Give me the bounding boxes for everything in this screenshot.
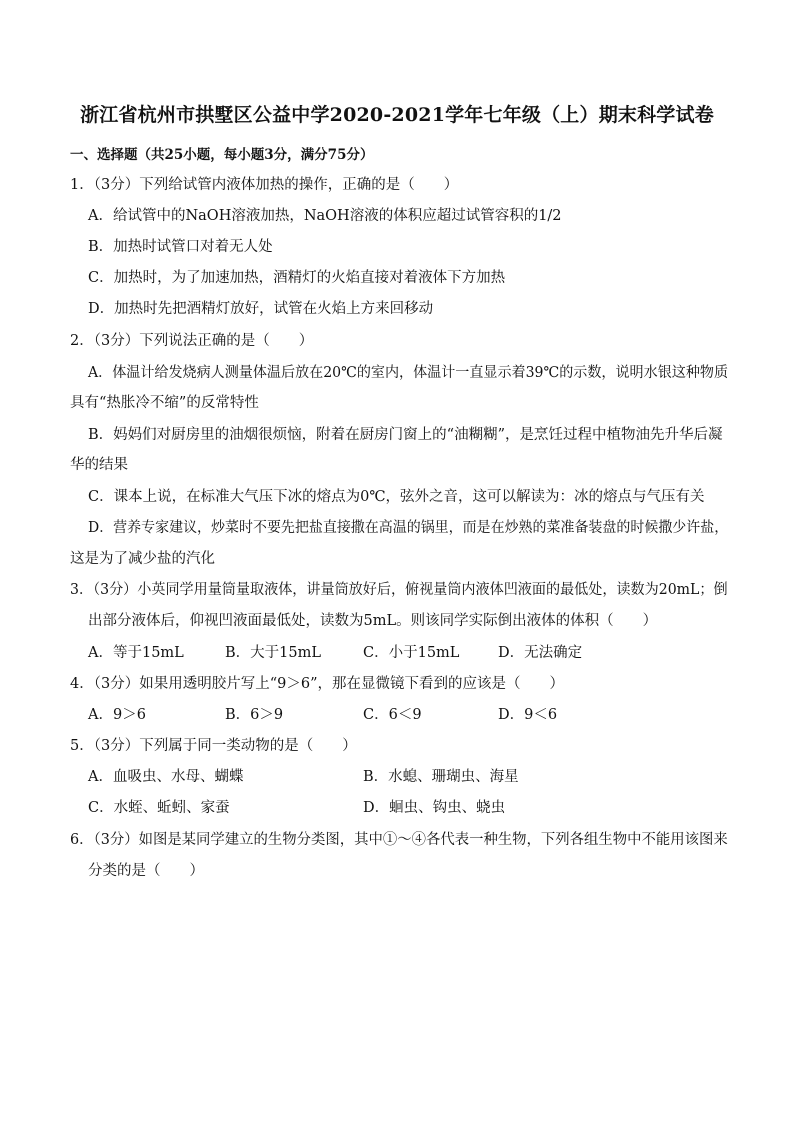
question-2-option-d: D．营养专家建议，炒菜时不要先把盐直接撒在高温的锅里，而是在炒熟的菜准备装盘的时候撒少许盐， — [88, 520, 729, 536]
question-5-stem: 5．（3分）下列属于同一类动物的是（ ） — [70, 738, 357, 754]
question-2-option-a-cont: 具有“热胀冷不缩”的反常特性 — [70, 395, 259, 411]
question-2-stem: 2．（3分）下列说法正确的是（ ） — [70, 333, 314, 349]
question-4-option-a: A．9＞6 — [88, 707, 146, 723]
question-3-option-b: B．大于15mL — [225, 645, 321, 661]
question-2-option-d-cont: 这是为了减少盐的汽化 — [70, 551, 215, 567]
question-1-option-a: A．给试管中的NaOH溶液加热，NaOH溶液的体积应超过试管容积的1/2 — [88, 208, 562, 224]
question-5-option-c: C．水蛭、蚯蚓、家蚕 — [88, 800, 230, 816]
question-1-stem: 1．（3分）下列给试管内液体加热的操作，正确的是（ ） — [70, 177, 459, 193]
question-3-stem-cont: 出部分液体后，仰视凹液面最低处，读数为5mL。则该同学实际倒出液体的体积（ ） — [88, 613, 658, 629]
question-2-option-b-cont: 华的结果 — [70, 457, 128, 473]
question-2-option-a: A．体温计给发烧病人测量体温后放在20℃的室内，体温计一直显示着39℃的示数，说明水银这种物质 — [88, 365, 729, 381]
question-4-option-b: B．6＞9 — [225, 707, 284, 723]
question-3-option-c: C．小于15mL — [363, 645, 460, 661]
question-1-option-b: B．加热时试管口对着无人处 — [88, 239, 273, 255]
question-4-option-c: C．6＜9 — [363, 707, 422, 723]
question-1-option-c: C．加热时，为了加速加热，酒精灯的火焰直接对着液体下方加热 — [88, 270, 506, 286]
question-3-option-d: D．无法确定 — [498, 645, 583, 661]
question-6-stem: 6．（3分）如图是某同学建立的生物分类图，其中①～④各代表一种生物，下列各组生物中不能用该图来 — [70, 832, 728, 848]
question-6-stem-cont: 分类的是（ ） — [88, 863, 204, 879]
question-3-stem: 3．（3分）小英同学用量筒量取液体，讲量筒放好后，俯视量筒内液体凹液面的最低处，读数为20mL；倒 — [70, 582, 728, 598]
section-heading: 一、选择题（共25小题，每小题3分，满分75分） — [70, 147, 374, 163]
page-title: 浙江省杭州市拱墅区公益中学2020-2021学年七年级（上）期末科学试卷 — [80, 104, 714, 126]
question-5-option-b: B．水螅、珊瑚虫、海星 — [363, 769, 519, 785]
question-5-option-d: D．蛔虫、钩虫、蛲虫 — [363, 800, 506, 816]
question-2-option-c: C．课本上说，在标准大气压下冰的熔点为0℃，弦外之音，这可以解读为：冰的熔点与气压有关 — [88, 489, 705, 505]
question-1-option-d: D．加热时先把酒精灯放好，试管在火焰上方来回移动 — [88, 301, 434, 317]
question-3-option-a: A．等于15mL — [88, 645, 184, 661]
question-5-option-a: A．血吸虫、水母、蝴蝶 — [88, 769, 244, 785]
question-4-stem: 4．（3分）如果用透明胶片写上“9＞6”，那在显微镜下看到的应该是（ ） — [70, 676, 564, 692]
question-4-option-d: D．9＜6 — [498, 707, 558, 723]
question-2-option-b: B．妈妈们对厨房里的油烟很烦恼，附着在厨房门窗上的“油糊糊”，是烹饪过程中植物油先升华后凝 — [88, 427, 723, 443]
